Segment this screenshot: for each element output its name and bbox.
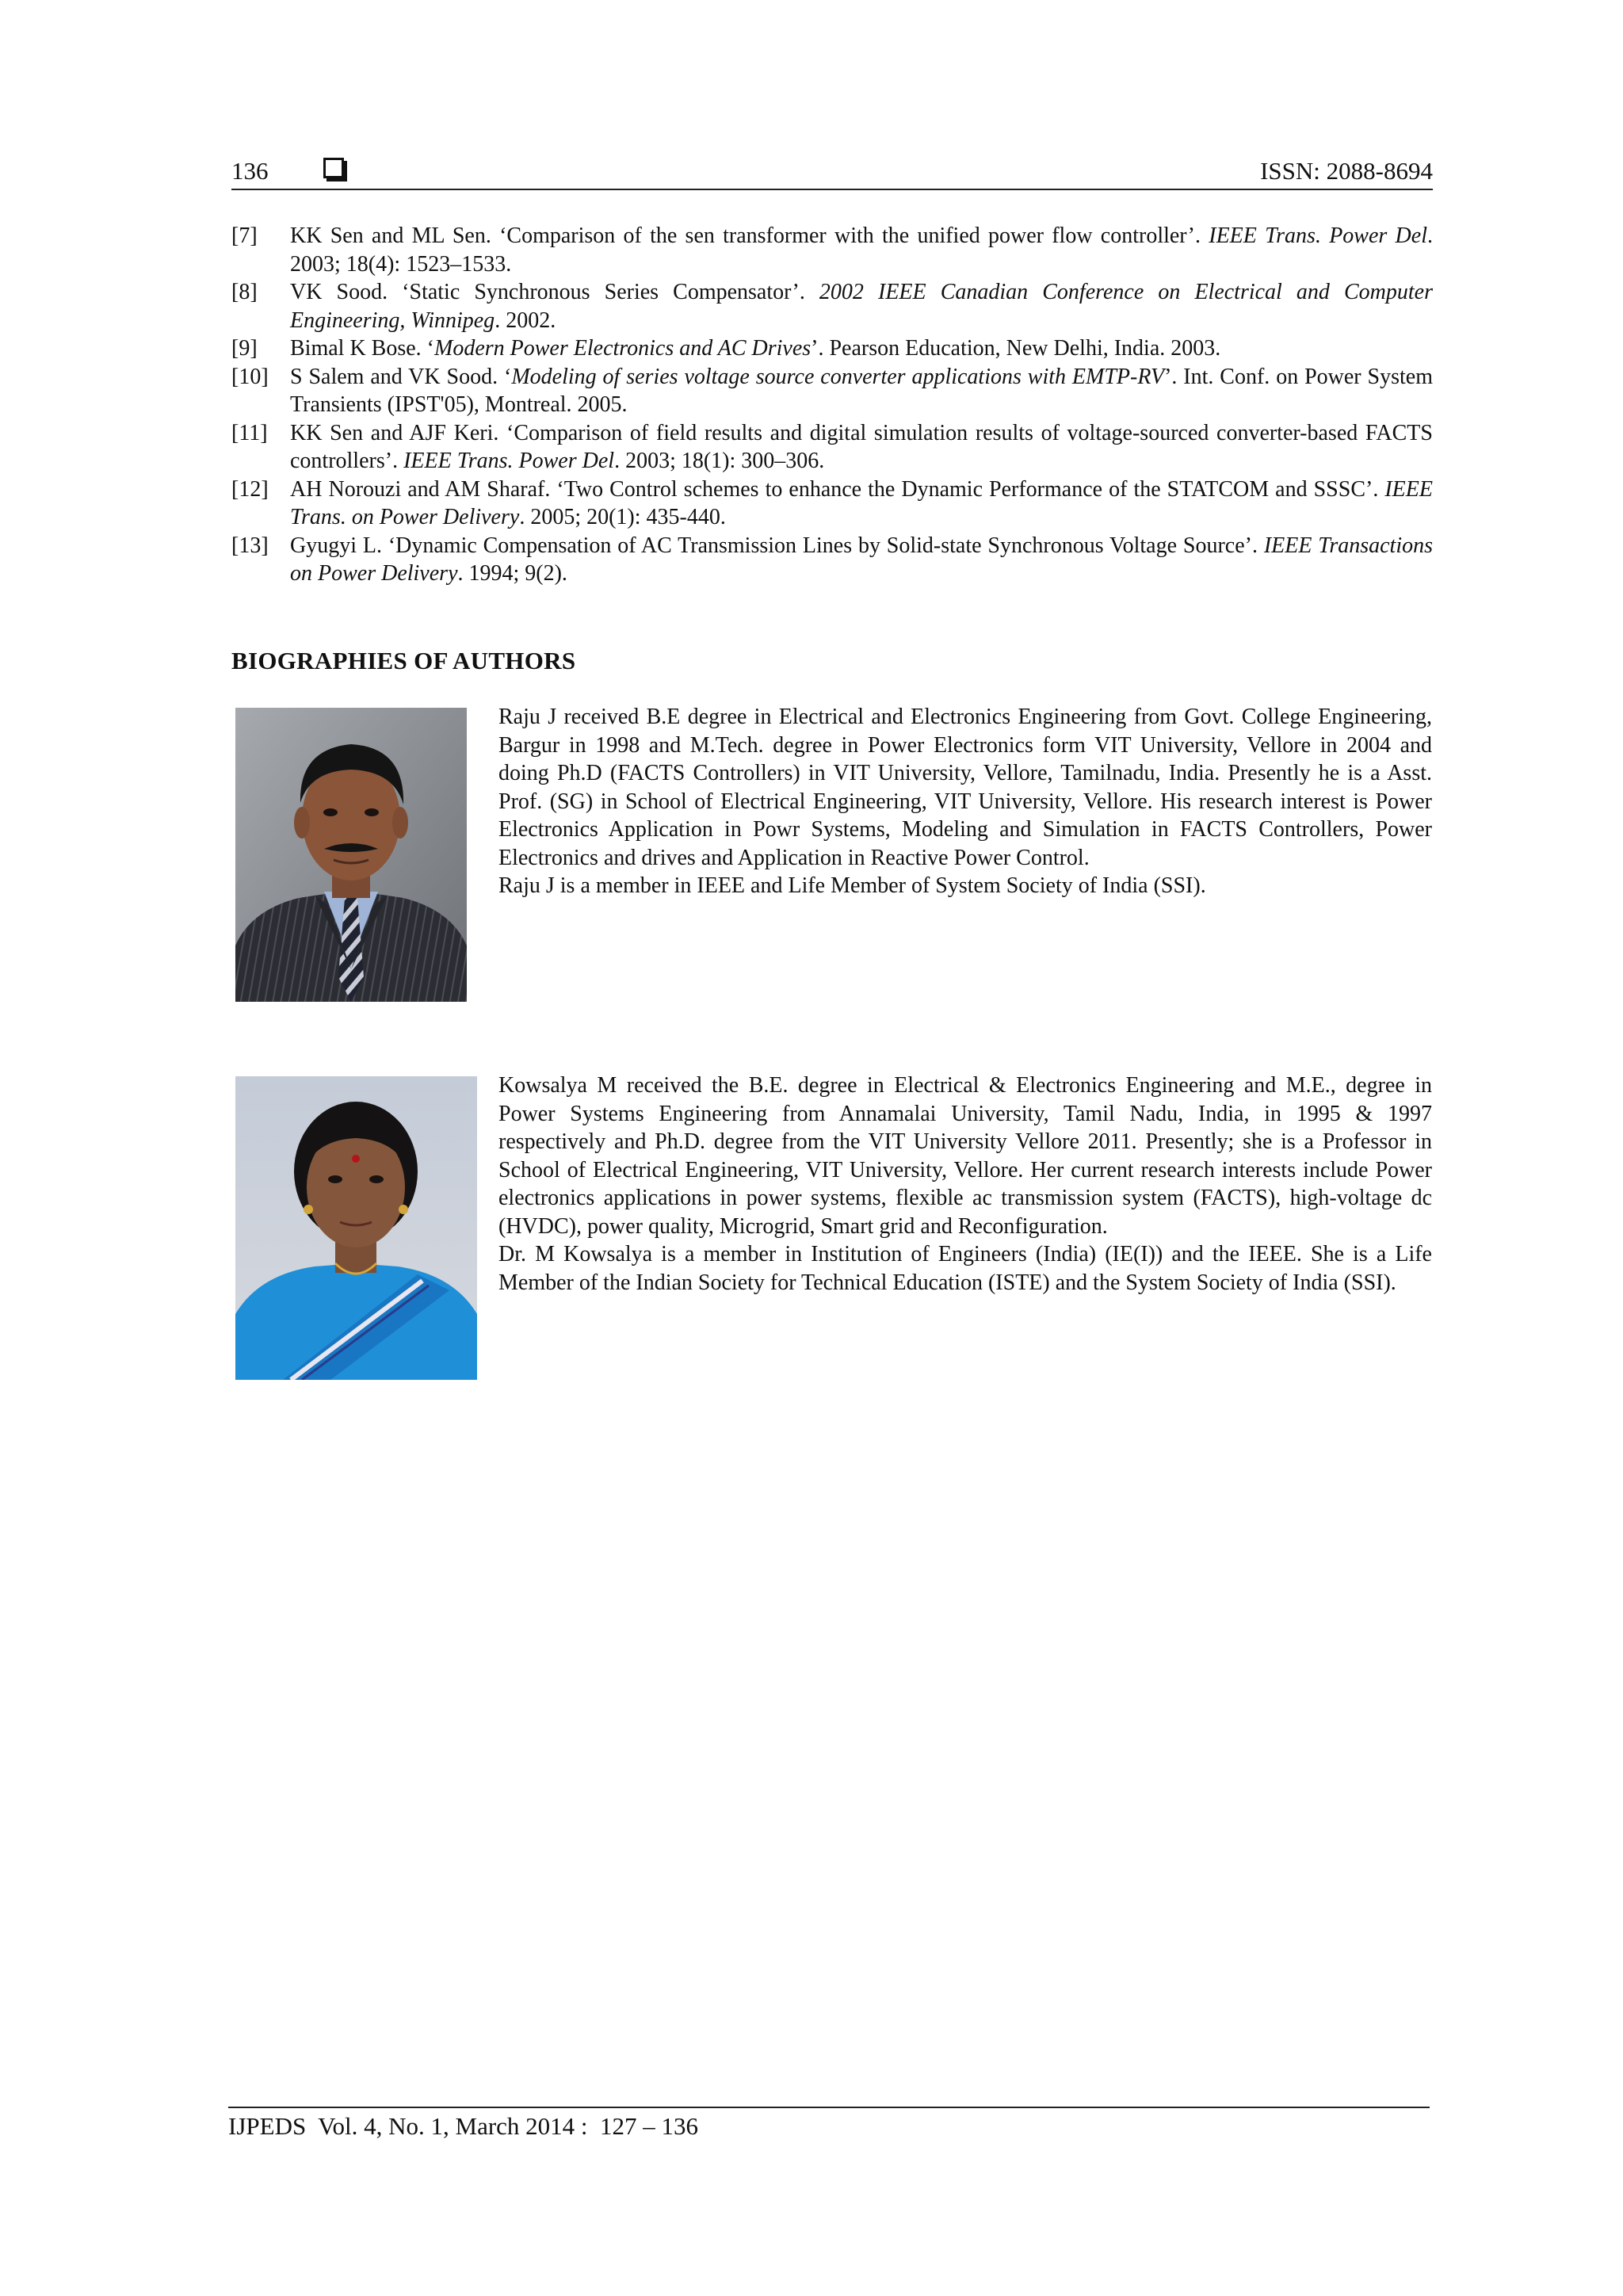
page-header: [231, 155, 1433, 187]
reference-fragment: . 2003; 18(4): 1523–1533.: [290, 223, 1433, 277]
reference-fragment: . 2005; 20(1): 435-440.: [519, 505, 726, 529]
reference-text: [290, 278, 1433, 334]
reference-number: [9]: [231, 336, 258, 361]
reference-item: [231, 532, 1433, 588]
reference-fragment: Bimal K Bose. ‘: [290, 336, 434, 361]
reference-number: [8]: [231, 280, 258, 304]
reference-text: [290, 476, 1433, 532]
reference-fragment: S Salem and VK Sood. ‘: [290, 364, 512, 389]
reference-fragment: . 2002.: [495, 308, 556, 333]
reference-item: [231, 334, 1433, 363]
reference-list: [231, 222, 1433, 588]
biography-paragraph: Raju J received B.E degree in Electrical and Electronics Engineering from Govt. College Engineering, Bargur in 1998 and M.Tech. degree in Power Electronics form VIT University, Vellore in 2004 and doing Ph.D (FACTS Controllers) in VIT University, Vellore, Tamilnadu, India. Presently he is a Asst. Prof. (SG) in School of Electrical Engineering, VIT University, Vellore. His research interest is Power Electronics Application in Powr Systems, Modeling and Simulation in FACTS Controllers, Power Electronics and drives and Application in Reactive Power Control.: [498, 705, 1432, 870]
biography-text: [498, 703, 1432, 900]
reference-text: [290, 334, 1433, 363]
author-photo: [235, 708, 467, 1002]
reference-number: [10]: [231, 364, 269, 389]
biography-paragraph: Dr. M Kowsalya is a member in Institution of Engineers (India) (IE(I)) and the IEEE. She is a Life Member of the Indian Society for Technical Education (ISTE) and the System Society of India (SSI).: [498, 1242, 1432, 1295]
reference-item: [231, 363, 1433, 419]
reference-source: IEEE Trans. on Power Delivery: [290, 476, 1433, 529]
reference-text: [290, 419, 1433, 476]
biography-text: [498, 1072, 1432, 1297]
footer-divider: [228, 2107, 1430, 2108]
reference-fragment: . 1994; 9(2).: [457, 561, 567, 586]
reference-source: 2002 IEEE Canadian Conference on Electrical and Computer Engineering, Winnipeg: [290, 280, 1433, 333]
reference-source: IEEE Trans. Power Del: [1209, 223, 1427, 248]
reference-item: [231, 222, 1433, 278]
reference-fragment: AH Norouzi and AM Sharaf. ‘Two Control schemes to enhance the Dynamic Performance of the STATCOM and SSSC’.: [290, 476, 1385, 502]
reference-number: [7]: [231, 223, 258, 248]
reference-item: [231, 278, 1433, 334]
journal-citation: IJPEDS Vol. 4, No. 1, March 2014 : 127 – 136: [228, 2112, 699, 2140]
reference-number: [11]: [231, 420, 268, 445]
reference-source: Modeling of series voltage source converter applications with EMTP-RV: [511, 364, 1165, 389]
reference-fragment: . 2003; 18(1): 300–306.: [614, 449, 825, 473]
reference-fragment: VK Sood. ‘Static Synchronous Series Compensator’.: [290, 280, 819, 304]
reference-text: [290, 363, 1433, 419]
reference-fragment: ’. Int. Conf. on Power System Transients (IPST'05), Montreal. 2005.: [290, 364, 1433, 417]
reference-item: [231, 419, 1433, 476]
reference-source: IEEE Trans. Power Del: [403, 449, 615, 473]
reference-number: [13]: [231, 533, 269, 558]
square-bullet-icon: [323, 158, 344, 178]
reference-text: [290, 222, 1433, 278]
reference-source: Modern Power Electronics and AC Drives: [434, 336, 812, 361]
page-number: 136: [231, 157, 269, 185]
reference-text: [290, 532, 1433, 588]
reference-fragment: KK Sen and AJF Keri. ‘Comparison of field results and digital simulation results of voltage-sourced converter-based FACTS controllers’.: [290, 420, 1433, 473]
biography-paragraph: Kowsalya M received the B.E. degree in Electrical & Electronics Engineering and M.E., degree in Power Systems Engineering from Annamalai University, Tamil Nadu, India, in 1995 & 1997 respectively and Ph.D. degree from the VIT University Vellore 2011. Presently; she is a Professor in School of Electrical Engineering, VIT University, Vellore. Her current research interests include Power electronics applications in power systems, flexible ac transmission system (FACTS), high-voltage dc (HVDC), power quality, Microgrid, Smart grid and Reconfiguration.: [498, 1073, 1432, 1239]
reference-number: [12]: [231, 476, 269, 502]
reference-fragment: ’. Pearson Education, New Delhi, India. 2003.: [811, 336, 1221, 361]
issn-label: ISSN: 2088-8694: [1260, 157, 1433, 185]
author-photo: [235, 1076, 477, 1380]
header-divider: [231, 189, 1433, 190]
reference-item: [231, 476, 1433, 532]
reference-fragment: KK Sen and ML Sen. ‘Comparison of the sen transformer with the unified power flow controller’.: [290, 223, 1209, 248]
reference-fragment: Gyugyi L. ‘Dynamic Compensation of AC Transmission Lines by Solid-state Synchronous Voltage Source’.: [290, 533, 1264, 558]
section-heading: BIOGRAPHIES OF AUTHORS: [231, 647, 576, 674]
reference-source: IEEE Transactions on Power Delivery: [290, 533, 1434, 586]
biography-paragraph: Raju J is a member in IEEE and Life Member of System Society of India (SSI).: [498, 873, 1206, 898]
